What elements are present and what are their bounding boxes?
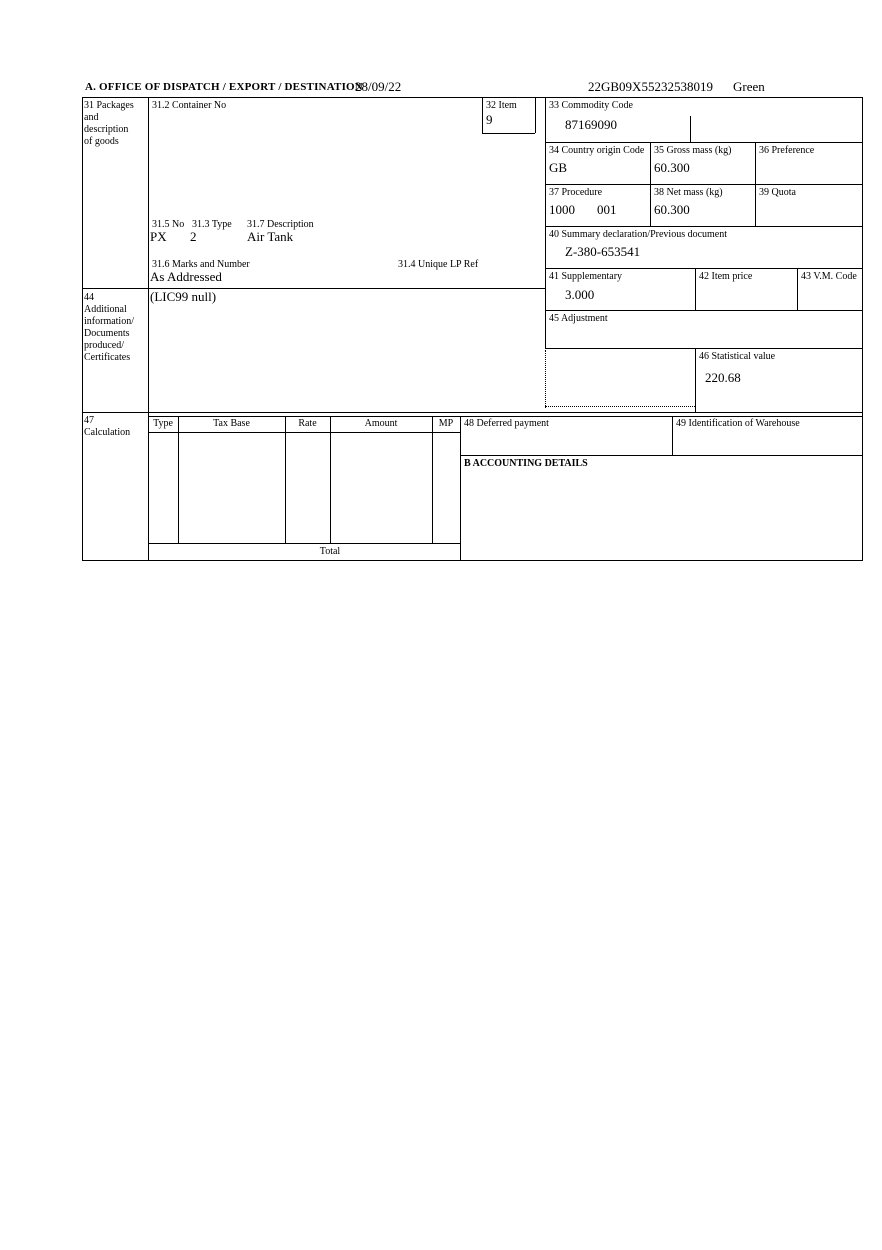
country-origin-label: 34 Country origin Code: [549, 145, 645, 156]
vm-code-label: 43 V.M. Code: [801, 271, 857, 282]
packages-no-value: PX: [150, 229, 167, 244]
divider-line: [672, 416, 673, 455]
box44-label-line: produced/: [84, 340, 124, 351]
divider-line: [460, 416, 461, 560]
tax-table-total-label: Total: [319, 546, 341, 557]
border-line: [862, 97, 863, 561]
border-line: [82, 560, 863, 561]
procedure-value-extra: 001: [597, 202, 617, 217]
packages-description-value: Air Tank: [247, 229, 294, 244]
dotted-divider-line: [545, 350, 546, 408]
box31-label-line: of goods: [84, 136, 119, 147]
dispatch-date: 28/09/22: [355, 79, 402, 94]
divider-line: [695, 348, 696, 412]
box44-label-line: Additional: [84, 304, 127, 315]
divider-line: [432, 416, 433, 543]
item-number-label: 32 Item: [486, 100, 517, 111]
box31-label-line: and: [84, 112, 99, 123]
divider-line: [545, 268, 863, 269]
box31-label-line: description: [84, 124, 129, 135]
divider-line: [482, 133, 535, 134]
adjustment-label: 45 Adjustment: [549, 313, 608, 324]
tax-table-header-tax-base: Tax Base: [213, 418, 250, 429]
divider-line: [148, 416, 863, 417]
container-no-label: 31.2 Container No: [152, 100, 227, 111]
box44-label-line: information/: [84, 316, 134, 327]
tax-table-header-amount: Amount: [364, 418, 398, 429]
divider-line: [148, 97, 149, 560]
gross-mass-label: 35 Gross mass (kg): [654, 145, 732, 156]
box44-label-line: Certificates: [84, 352, 131, 363]
divider-line: [460, 455, 863, 456]
unique-lp-ref-label: 31.4 Unique LP Ref: [398, 259, 479, 270]
item-number-value: 9: [486, 112, 493, 127]
divider-line: [797, 268, 798, 310]
divider-line: [545, 310, 863, 311]
divider-line: [545, 348, 863, 349]
country-origin-value: GB: [549, 160, 568, 175]
supplementary-value: 3.000: [565, 287, 595, 302]
summary-declaration-value: Z-380-653541: [565, 244, 641, 259]
box47-label: Calculation: [84, 427, 131, 438]
tax-table-header-type: Type: [153, 418, 173, 429]
divider-line: [148, 543, 460, 544]
packages-no-label: 31.5 No: [152, 219, 185, 230]
supplementary-label: 41 Supplementary: [549, 271, 623, 282]
box31-label-line: 31 Packages: [84, 100, 134, 111]
procedure-value-main: 1000: [549, 202, 575, 217]
procedure-label: 37 Procedure: [549, 187, 603, 198]
divider-line: [695, 268, 696, 310]
declaration-reference: 22GB09X55232538019: [588, 79, 713, 94]
additional-information-value: (LIC99 null): [150, 289, 217, 304]
tax-table-header-mp: MP: [438, 418, 454, 429]
preference-label: 36 Preference: [759, 145, 815, 156]
divider-line: [545, 226, 863, 227]
net-mass-value: 60.300: [654, 202, 690, 217]
dotted-divider-line: [545, 406, 695, 407]
divider-line: [482, 97, 483, 133]
office-of-dispatch-label: A. OFFICE OF DISPATCH / EXPORT / DESTINATION: [85, 81, 363, 93]
border-line: [82, 97, 83, 561]
identification-of-warehouse-label: 49 Identification of Warehouse: [676, 418, 800, 429]
divider-line: [330, 416, 331, 543]
divider-line: [285, 416, 286, 543]
box44-label-line: 44: [84, 292, 94, 303]
packages-type-label: 31.3 Type: [192, 219, 232, 230]
divider-line: [535, 97, 536, 133]
marks-and-number-value: As Addressed: [150, 269, 222, 284]
packages-description-label: 31.7 Description: [247, 219, 314, 230]
divider-line: [545, 142, 863, 143]
divider-line: [178, 416, 179, 543]
accounting-details-label: B ACCOUNTING DETAILS: [464, 458, 588, 469]
statistical-value-label: 46 Statistical value: [699, 351, 776, 362]
border-line: [82, 97, 863, 98]
tax-table-header-rate: Rate: [298, 418, 317, 429]
commodity-code-value: 87169090: [565, 117, 617, 132]
deferred-payment-label: 48 Deferred payment: [464, 418, 549, 429]
routing-channel: Green: [733, 79, 765, 94]
item-price-label: 42 Item price: [699, 271, 753, 282]
divider-line: [82, 412, 863, 413]
divider-line: [545, 184, 863, 185]
commodity-code-label: 33 Commodity Code: [549, 100, 633, 111]
gross-mass-value: 60.300: [654, 160, 690, 175]
divider-line: [148, 432, 460, 433]
commodity-code-divider: [690, 116, 691, 142]
box44-label-line: Documents: [84, 328, 130, 339]
quota-label: 39 Quota: [759, 187, 796, 198]
marks-and-number-label: 31.6 Marks and Number: [152, 259, 250, 270]
statistical-value-value: 220.68: [705, 370, 741, 385]
declaration-form-grid: [82, 97, 863, 561]
box47-number: 47: [84, 415, 94, 426]
packages-type-value: 2: [190, 229, 197, 244]
summary-declaration-label: 40 Summary declaration/Previous document: [549, 229, 728, 240]
net-mass-label: 38 Net mass (kg): [654, 187, 723, 198]
